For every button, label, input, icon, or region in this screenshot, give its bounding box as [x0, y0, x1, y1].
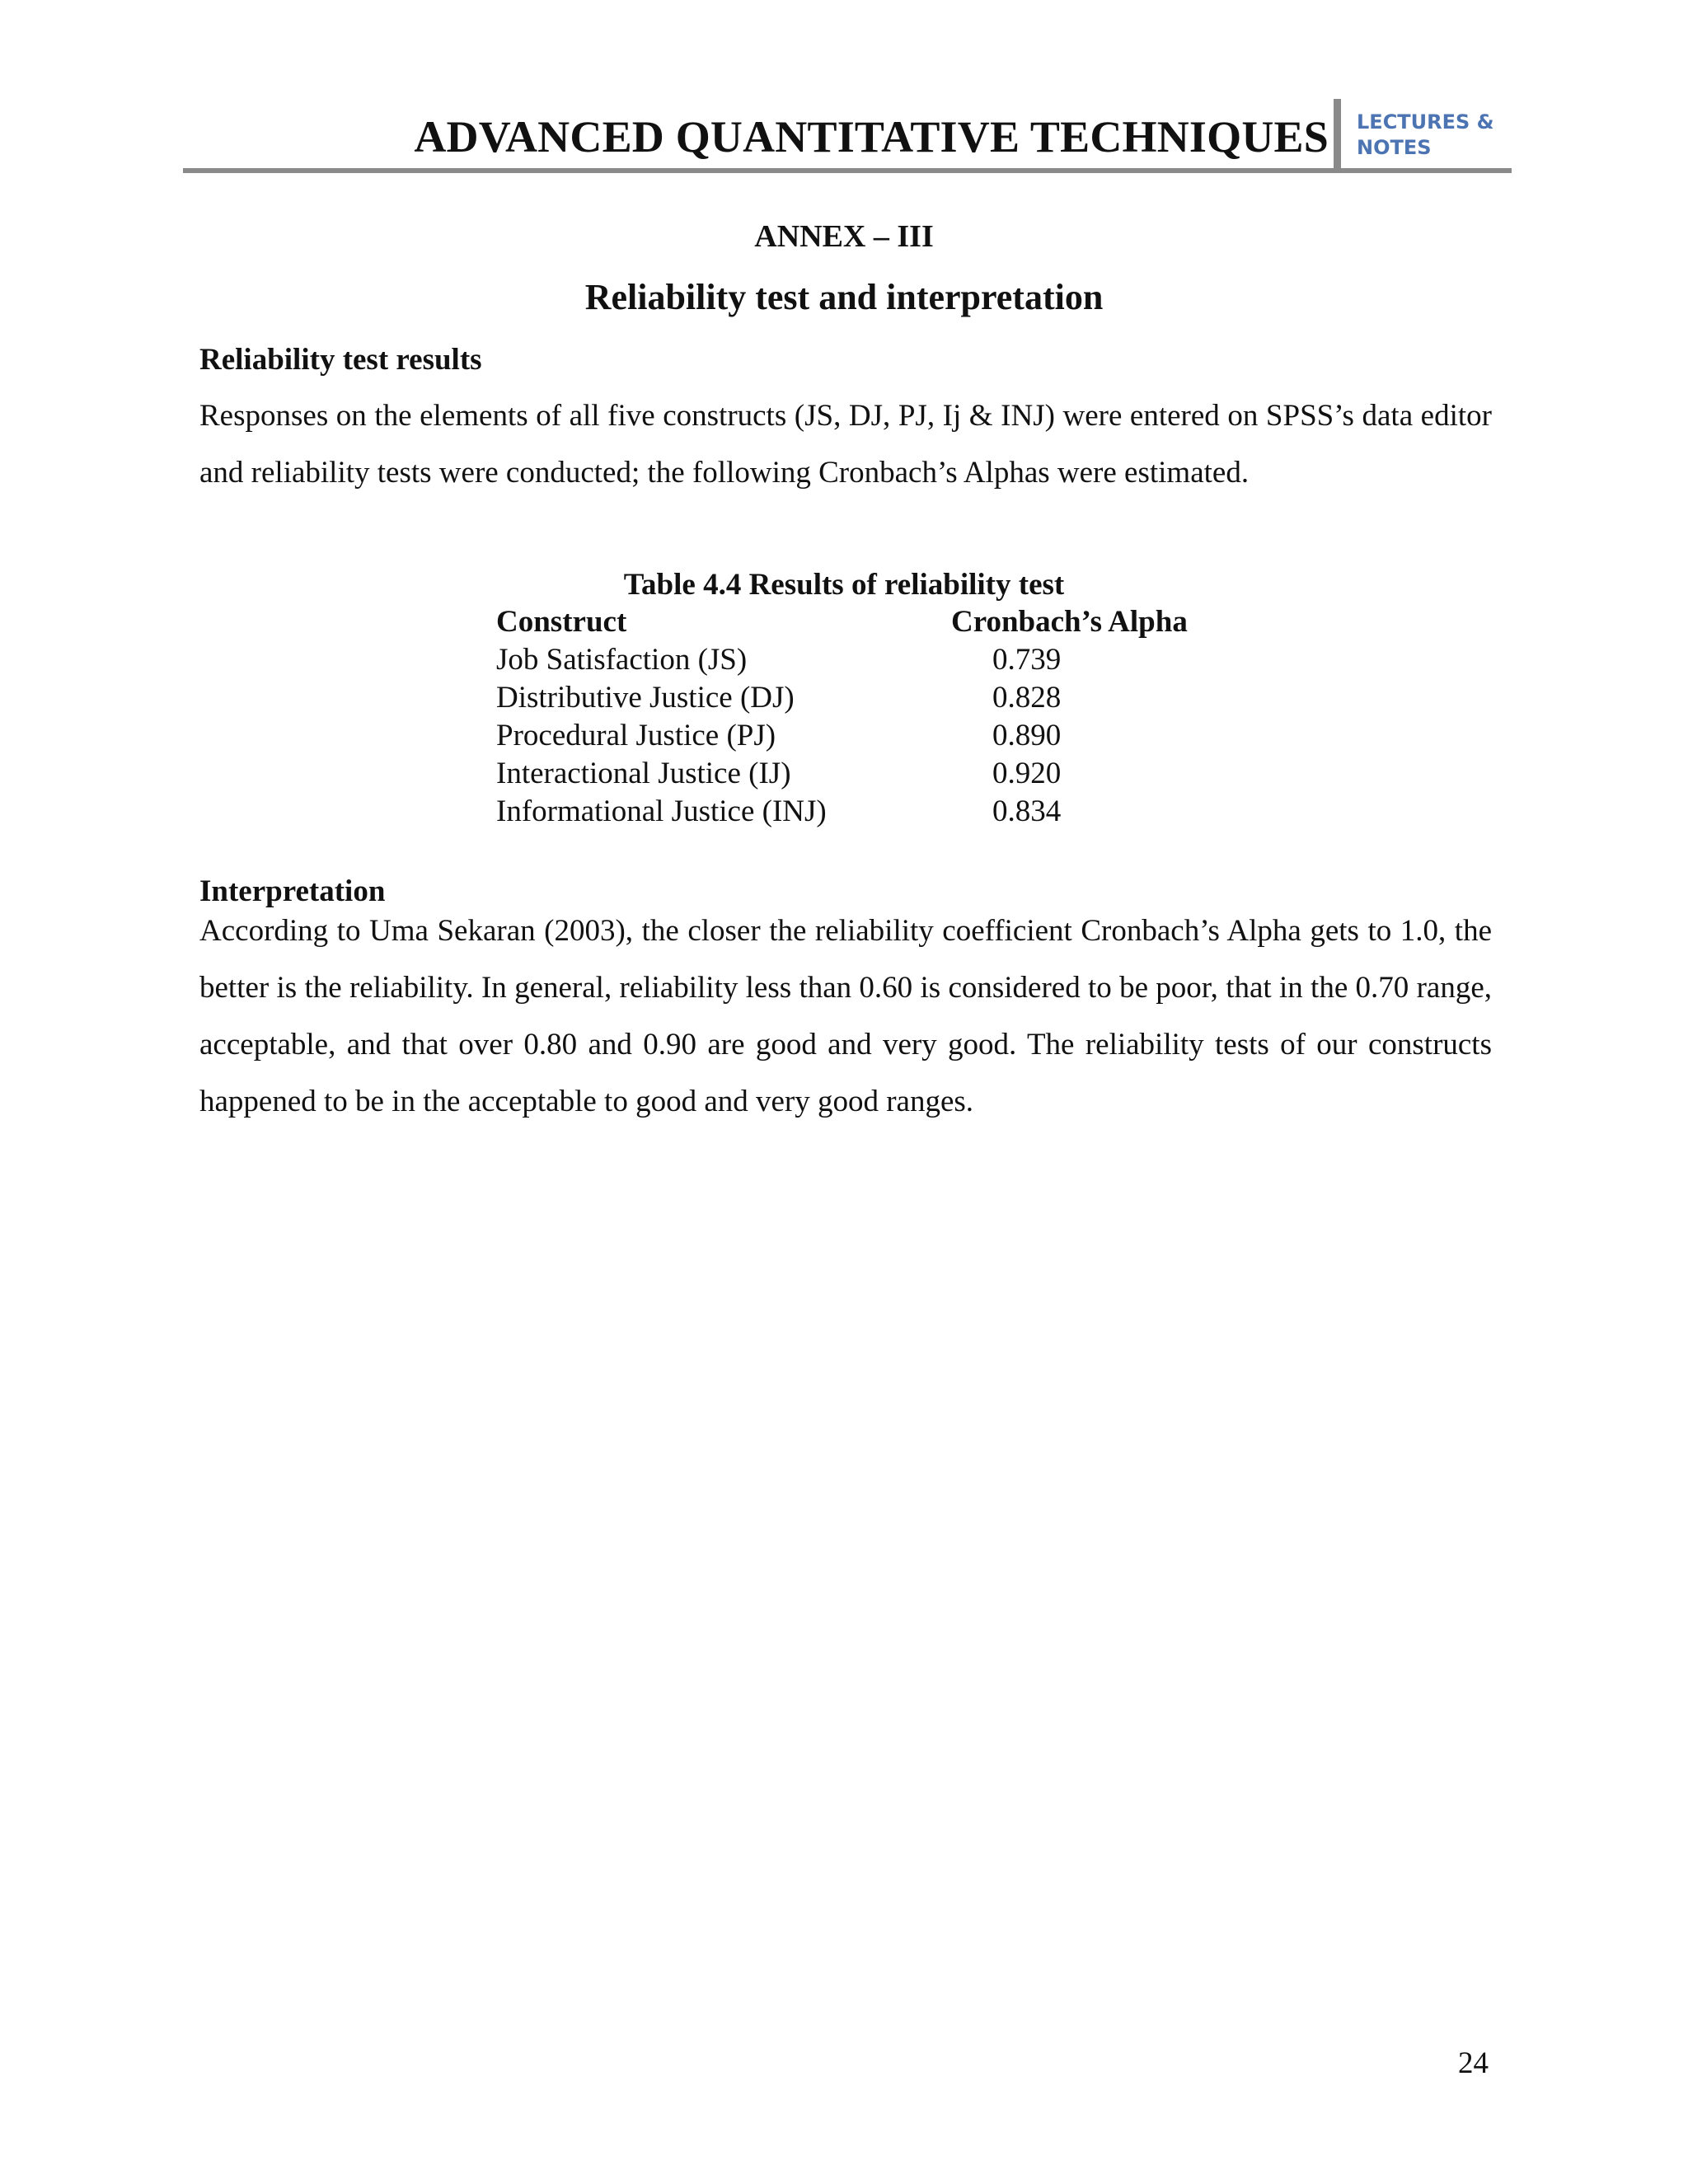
column-header-alpha: Cronbach’s Alpha — [951, 605, 1188, 639]
construct-cell: Distributive Justice (DJ) — [496, 681, 795, 715]
header-side-line-2: NOTES — [1357, 136, 1432, 159]
construct-cell: Procedural Justice (PJ) — [496, 719, 776, 752]
results-paragraph: Responses on the elements of all five constructs (JS, DJ, PJ, Ij & INJ) were entered on SPSS’s data editor and reliability tests were conducted; the following Cronbach’s Alphas were estimated. — [199, 399, 1492, 490]
document-title: Reliability test and interpretation — [584, 277, 1104, 317]
alpha-cell: 0.828 — [992, 681, 1062, 715]
table-caption: Table 4.4 Results of reliability test — [623, 568, 1065, 602]
alpha-cell: 0.890 — [992, 719, 1062, 752]
annex-label: ANNEX – III — [754, 219, 934, 254]
alpha-cell: 0.920 — [992, 757, 1062, 790]
table-row — [496, 755, 1188, 793]
header-side-label — [1357, 110, 1494, 161]
header-rule — [183, 168, 1512, 173]
alpha-cell: 0.834 — [992, 794, 1062, 828]
construct-cell: Interactional Justice (IJ) — [496, 757, 791, 790]
table-row — [496, 641, 1188, 679]
page-number: 24 — [1458, 2046, 1489, 2080]
header-side-line-1: LECTURES & — [1357, 110, 1494, 134]
column-header-construct: Construct — [496, 605, 627, 639]
interpretation-paragraph: According to Uma Sekaran (2003), the closer the reliability coefficient Cronbach’s Alpha gets to 1.0, the better is the reliability. In general, reliability less than 0.60 is considered to be poor, that in the 0.70 range, acceptable, and that over 0.80 and 0.90 are good and very good. The reliability tests of our constructs happened to be in the acceptable to good and very good ranges. — [199, 914, 1492, 1118]
table-row — [496, 679, 1188, 717]
construct-cell: Job Satisfaction (JS) — [496, 643, 748, 677]
alpha-cell: 0.739 — [992, 643, 1062, 677]
interpretation-heading: Interpretation — [199, 874, 386, 908]
results-heading: Reliability test results — [199, 343, 482, 377]
table-row — [496, 793, 1188, 831]
header-title: ADVANCED QUANTITATIVE TECHNIQUES — [414, 112, 1329, 162]
construct-cell: Informational Justice (INJ) — [496, 794, 827, 828]
reliability-table — [496, 603, 1188, 831]
table-header-row — [496, 603, 1188, 641]
table-row — [496, 717, 1188, 755]
header-divider — [1334, 99, 1341, 173]
